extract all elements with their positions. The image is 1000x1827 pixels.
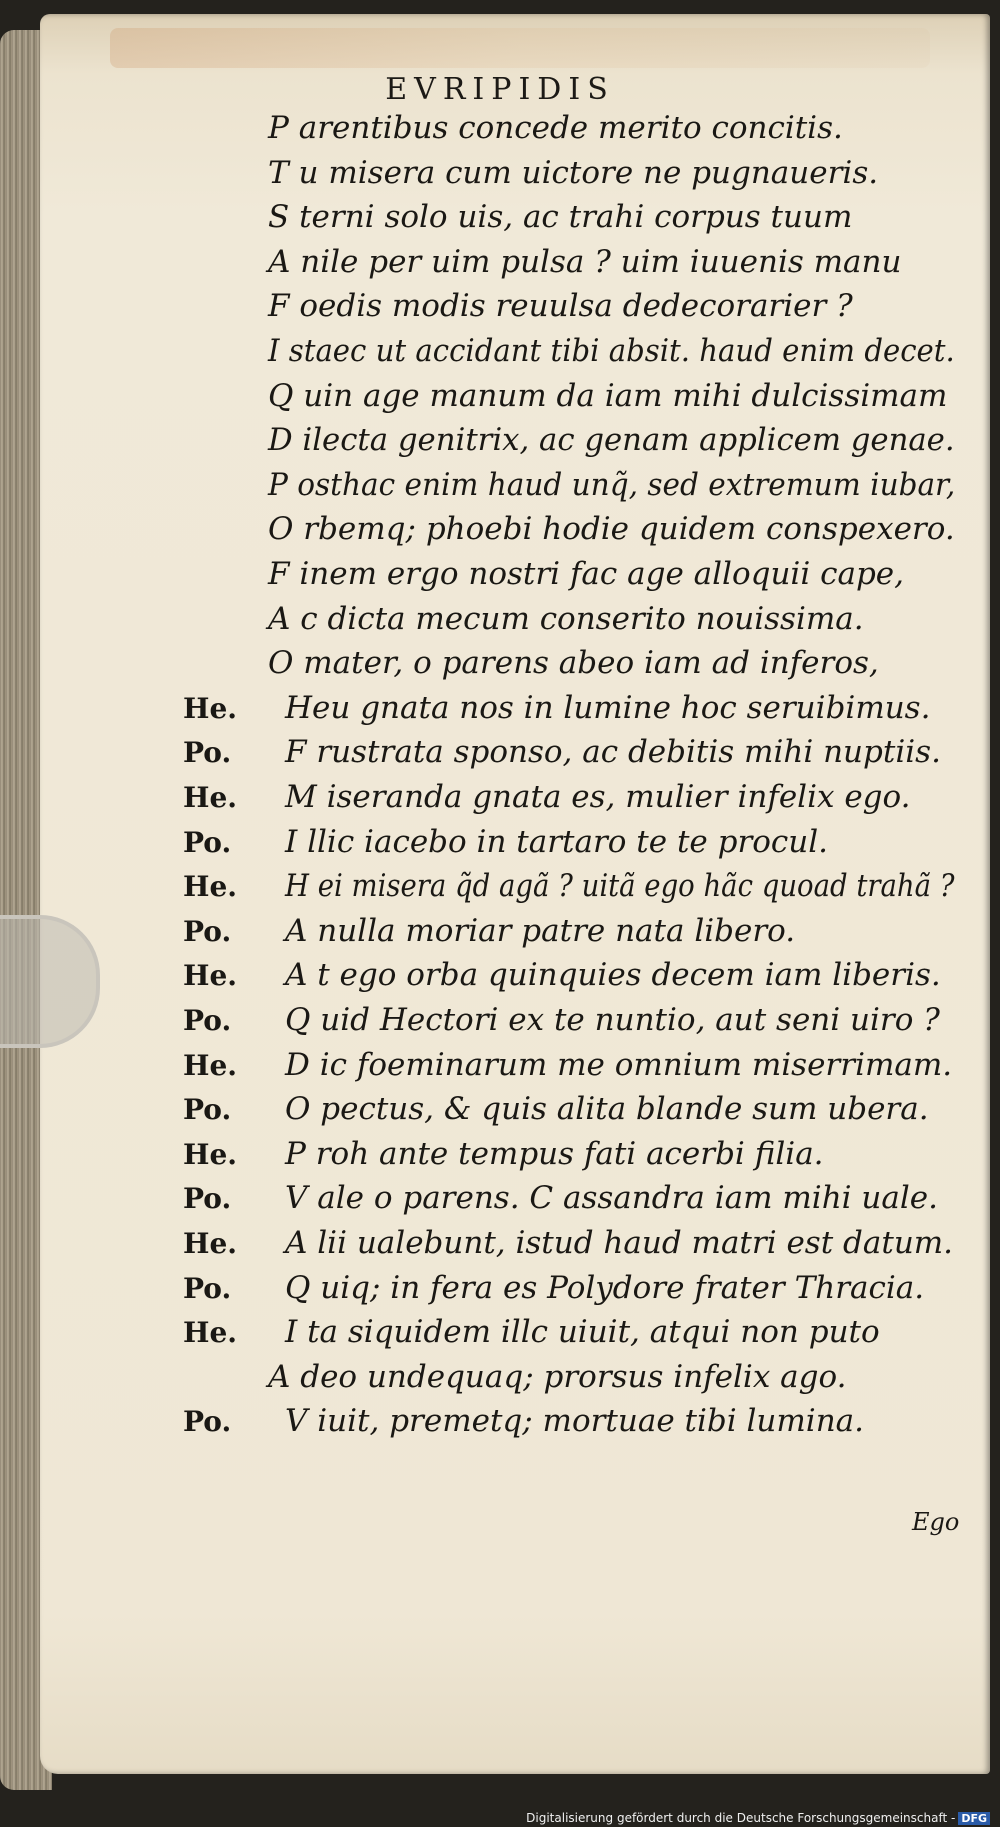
verse-text: I llic iacebo in tartaro te te procul. (285, 823, 829, 860)
verse-text: Q uid Hectori ex te nuntio, aut seni uiro ? (285, 1002, 940, 1038)
speaker-label: Po. (183, 1271, 232, 1305)
speaker-label: He. (183, 959, 238, 993)
speaker-label: Po. (183, 914, 232, 948)
speaker-label: Po. (183, 825, 232, 859)
verse-text: F oedis modis reuulsa dedecorarier ? (268, 288, 853, 325)
speaker-label: He. (183, 1048, 238, 1082)
verse-text: P arentibus concede merito concitis. (268, 110, 843, 146)
verse-text: F rustrata sponso, ac debitis mihi nuptiis. (285, 734, 941, 771)
speaker-label: Po. (183, 736, 232, 770)
verse-text: A deo undequaq; prorsus infelix ago. (268, 1358, 847, 1395)
running-head: EVRIPIDIS (385, 72, 615, 107)
speaker-label: He. (183, 870, 238, 904)
verse-text: O mater, o parens abeo iam ad inferos, (268, 645, 879, 682)
verse-text: P roh ante tempus fati acerbi filia. (285, 1135, 824, 1172)
speaker-label: Po. (183, 1093, 232, 1127)
verse-text: Heu gnata nos in lumine hoc seruibimus. (285, 689, 931, 726)
verse-text: O pectus, & quis alita blande sum ubera. (285, 1091, 929, 1128)
verse-text: T u misera cum uictore ne pugnaueris. (268, 154, 879, 191)
speaker-label: Po. (183, 1405, 232, 1439)
verse-text: Q uiq; in fera es Polydore frater Thracia. (285, 1269, 925, 1306)
verse-text: A t ego orba quinquies decem iam liberis. (285, 957, 941, 994)
verse-text: A nulla moriar patre nata libero. (285, 912, 796, 949)
speaker-label: He. (183, 1227, 238, 1260)
speaker-label: Po. (183, 1004, 232, 1037)
verse-text: D ilecta genitrix, ac genam applicem genae. (268, 422, 955, 459)
catchword: Ego (912, 1508, 960, 1536)
verse-text: I ta siquidem illc uiuit, atqui non puto (285, 1314, 880, 1351)
footer-text: Digitalisierung gefördert durch die Deutsche Forschungsgemeinschaft - (526, 1811, 956, 1825)
verse-text: P osthac enim haud unq̃, sed extremum iubar, (268, 466, 956, 503)
verse-text: H ei misera q̃d agã ? uitã ego hãc quoad trahã ? (285, 868, 955, 905)
verse-text: F inem ergo nostri fac age alloquii cape, (268, 556, 904, 592)
verse-text: Q uin age manum da iam mihi dulcissimam (268, 377, 948, 414)
verse-text: M iseranda gnata es, mulier infelix ego. (285, 779, 911, 815)
verse-text: V iuit, premetq; mortuae tibi lumina. (285, 1403, 865, 1440)
verse-text: A lii ualebunt, istud haud matri est datum. (285, 1225, 954, 1261)
verse-text: A c dicta mecum conserito nouissima. (268, 600, 864, 637)
verse-text: A nile per uim pulsa ? uim iuuenis manu (268, 243, 902, 280)
speaker-label: Po. (183, 1182, 232, 1216)
speaker-label: He. (183, 1137, 238, 1171)
speaker-label: He. (183, 781, 238, 814)
speaker-label: He. (183, 691, 238, 725)
dfg-logo: DFG (958, 1812, 990, 1825)
verse-text: V ale o parens. C assandra iam mihi uale. (285, 1180, 938, 1217)
verse-text: D ic foeminarum me omnium miserrimam. (285, 1046, 953, 1083)
speaker-label: He. (183, 1316, 238, 1350)
verse-text: S terni solo uis, ac trahi corpus tuum (268, 199, 853, 236)
page-stain (110, 28, 930, 68)
footer-credit (526, 1811, 990, 1825)
verse-text: O rbemq; phoebi hodie quidem conspexero. (268, 511, 955, 548)
verse-text: I staec ut accidant tibi absit. haud enim decet. (268, 333, 955, 369)
